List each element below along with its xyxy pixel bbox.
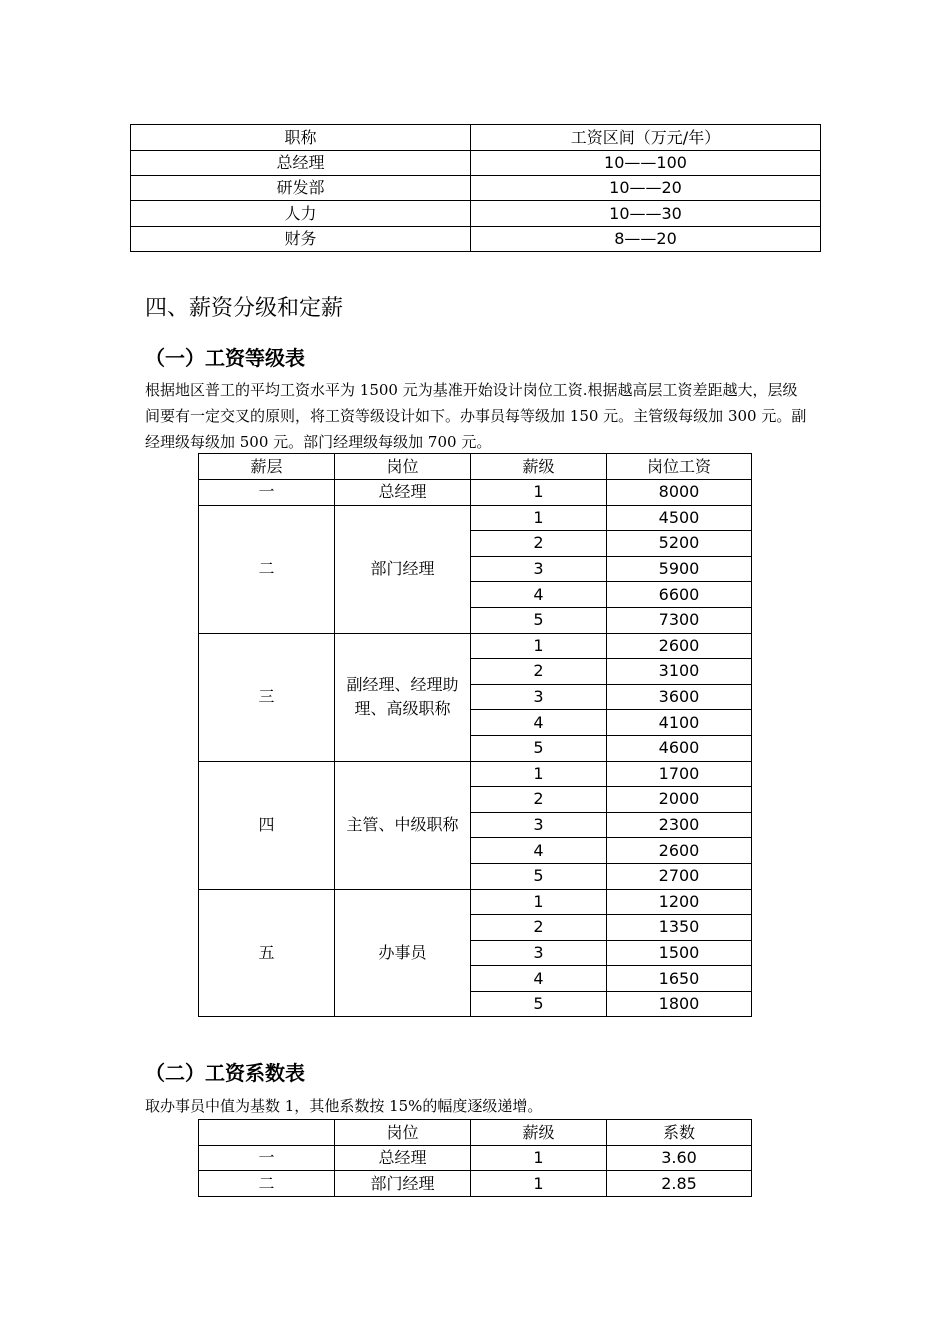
table-row: [199, 889, 752, 915]
table-row: [131, 201, 821, 227]
range-cell: 10——30: [471, 201, 821, 227]
table-row: [131, 227, 821, 252]
table-row: [199, 761, 752, 787]
level-cell: 5: [471, 991, 607, 1017]
tier-cell: 二: [199, 505, 335, 633]
level-cell: 2: [471, 915, 607, 941]
salary-range-table: [130, 124, 821, 252]
wage-cell: 4100: [607, 710, 752, 736]
level-cell: 1: [471, 1171, 607, 1197]
title-cell: 财务: [131, 227, 471, 252]
position-cell: 总经理: [335, 480, 471, 506]
level-cell: 3: [471, 812, 607, 838]
wage-cell: 7300: [607, 607, 752, 633]
level-cell: 1: [471, 1146, 607, 1171]
title-cell: 总经理: [131, 151, 471, 176]
wage-cell: 2700: [607, 863, 752, 889]
level-cell: 5: [471, 735, 607, 761]
level-cell: 3: [471, 556, 607, 582]
tier-cell: 二: [199, 1171, 335, 1197]
level-cell: 2: [471, 531, 607, 557]
wage-cell: 3100: [607, 659, 752, 685]
range-cell: 10——100: [471, 151, 821, 176]
level-cell: 4: [471, 710, 607, 736]
coefficient-cell: 2.85: [607, 1171, 752, 1197]
wage-cell: 2000: [607, 787, 752, 813]
header-cell: 薪级: [471, 454, 607, 480]
subsection-heading: （一）工资等级表: [145, 346, 305, 370]
level-cell: 1: [471, 480, 607, 506]
level-cell: 1: [471, 505, 607, 531]
range-cell: 10——20: [471, 176, 821, 201]
position-cell: 副经理、经理助理、高级职称: [335, 633, 471, 761]
level-cell: 1: [471, 889, 607, 915]
tier-cell: 一: [199, 480, 335, 506]
tier-cell: 一: [199, 1146, 335, 1171]
wage-cell: 1200: [607, 889, 752, 915]
tier-cell: 四: [199, 761, 335, 889]
position-cell: 主管、中级职称: [335, 761, 471, 889]
header-cell: [199, 1120, 335, 1146]
body-paragraph: 取办事员中值为基数 1，其他系数按 15%的幅度逐级递增。: [145, 1097, 543, 1115]
level-cell: 2: [471, 787, 607, 813]
wage-cell: 1700: [607, 761, 752, 787]
level-cell: 3: [471, 684, 607, 710]
position-cell: 部门经理: [335, 505, 471, 633]
level-cell: 2: [471, 659, 607, 685]
position-cell: 部门经理: [335, 1171, 471, 1197]
table-row: [199, 1146, 752, 1171]
header-cell: 岗位: [335, 454, 471, 480]
coefficient-cell: 3.60: [607, 1146, 752, 1171]
wage-cell: 6600: [607, 582, 752, 608]
header-cell: 系数: [607, 1120, 752, 1146]
header-cell: 工资区间（万元/年）: [471, 125, 821, 151]
table-row: [131, 176, 821, 201]
position-cell: 办事员: [335, 889, 471, 1017]
wage-cell: 5900: [607, 556, 752, 582]
header-cell: 岗位工资: [607, 454, 752, 480]
wage-cell: 1650: [607, 966, 752, 992]
section-heading: 四、薪资分级和定薪: [145, 296, 344, 321]
table-row: [199, 505, 752, 531]
wage-cell: 4500: [607, 505, 752, 531]
level-cell: 4: [471, 582, 607, 608]
level-cell: 4: [471, 838, 607, 864]
wage-cell: 8000: [607, 480, 752, 506]
wage-cell: 2600: [607, 838, 752, 864]
subsection-heading: （二）工资系数表: [145, 1061, 305, 1085]
table-header-row: [131, 125, 821, 151]
table-header-row: [199, 454, 752, 480]
level-cell: 3: [471, 940, 607, 966]
title-cell: 人力: [131, 201, 471, 227]
level-cell: 4: [471, 966, 607, 992]
level-cell: 1: [471, 633, 607, 659]
title-cell: 研发部: [131, 176, 471, 201]
table-header-row: [199, 1120, 752, 1146]
wage-cell: 5200: [607, 531, 752, 557]
tier-cell: 三: [199, 633, 335, 761]
wage-cell: 1800: [607, 991, 752, 1017]
body-paragraph: 根据地区普工的平均工资水平为 1500 元为基准开始设计岗位工资.根据越高层工资差距越大，层级间要有一定交叉的原则，将工资等级设计如下。办事员每等级加 150 元。主管级每级加 300 元。副经理级每级加 500 元。部门经理级每级加 700 元。: [145, 381, 807, 451]
level-cell: 5: [471, 607, 607, 633]
wage-cell: 4600: [607, 735, 752, 761]
position-cell: 总经理: [335, 1146, 471, 1171]
tier-cell: 五: [199, 889, 335, 1017]
wage-cell: 1350: [607, 915, 752, 941]
table-row: [199, 1171, 752, 1197]
header-cell: 薪级: [471, 1120, 607, 1146]
range-cell: 8——20: [471, 227, 821, 252]
header-cell: 岗位: [335, 1120, 471, 1146]
header-cell: 薪层: [199, 454, 335, 480]
salary-coefficient-table: [198, 1119, 752, 1197]
wage-cell: 1500: [607, 940, 752, 966]
salary-grade-table: [198, 453, 752, 1017]
header-cell: 职称: [131, 125, 471, 151]
level-cell: 1: [471, 761, 607, 787]
table-row: [199, 480, 752, 506]
wage-cell: 2300: [607, 812, 752, 838]
level-cell: 5: [471, 863, 607, 889]
table-row: [199, 633, 752, 659]
wage-cell: 2600: [607, 633, 752, 659]
table-row: [131, 151, 821, 176]
wage-cell: 3600: [607, 684, 752, 710]
